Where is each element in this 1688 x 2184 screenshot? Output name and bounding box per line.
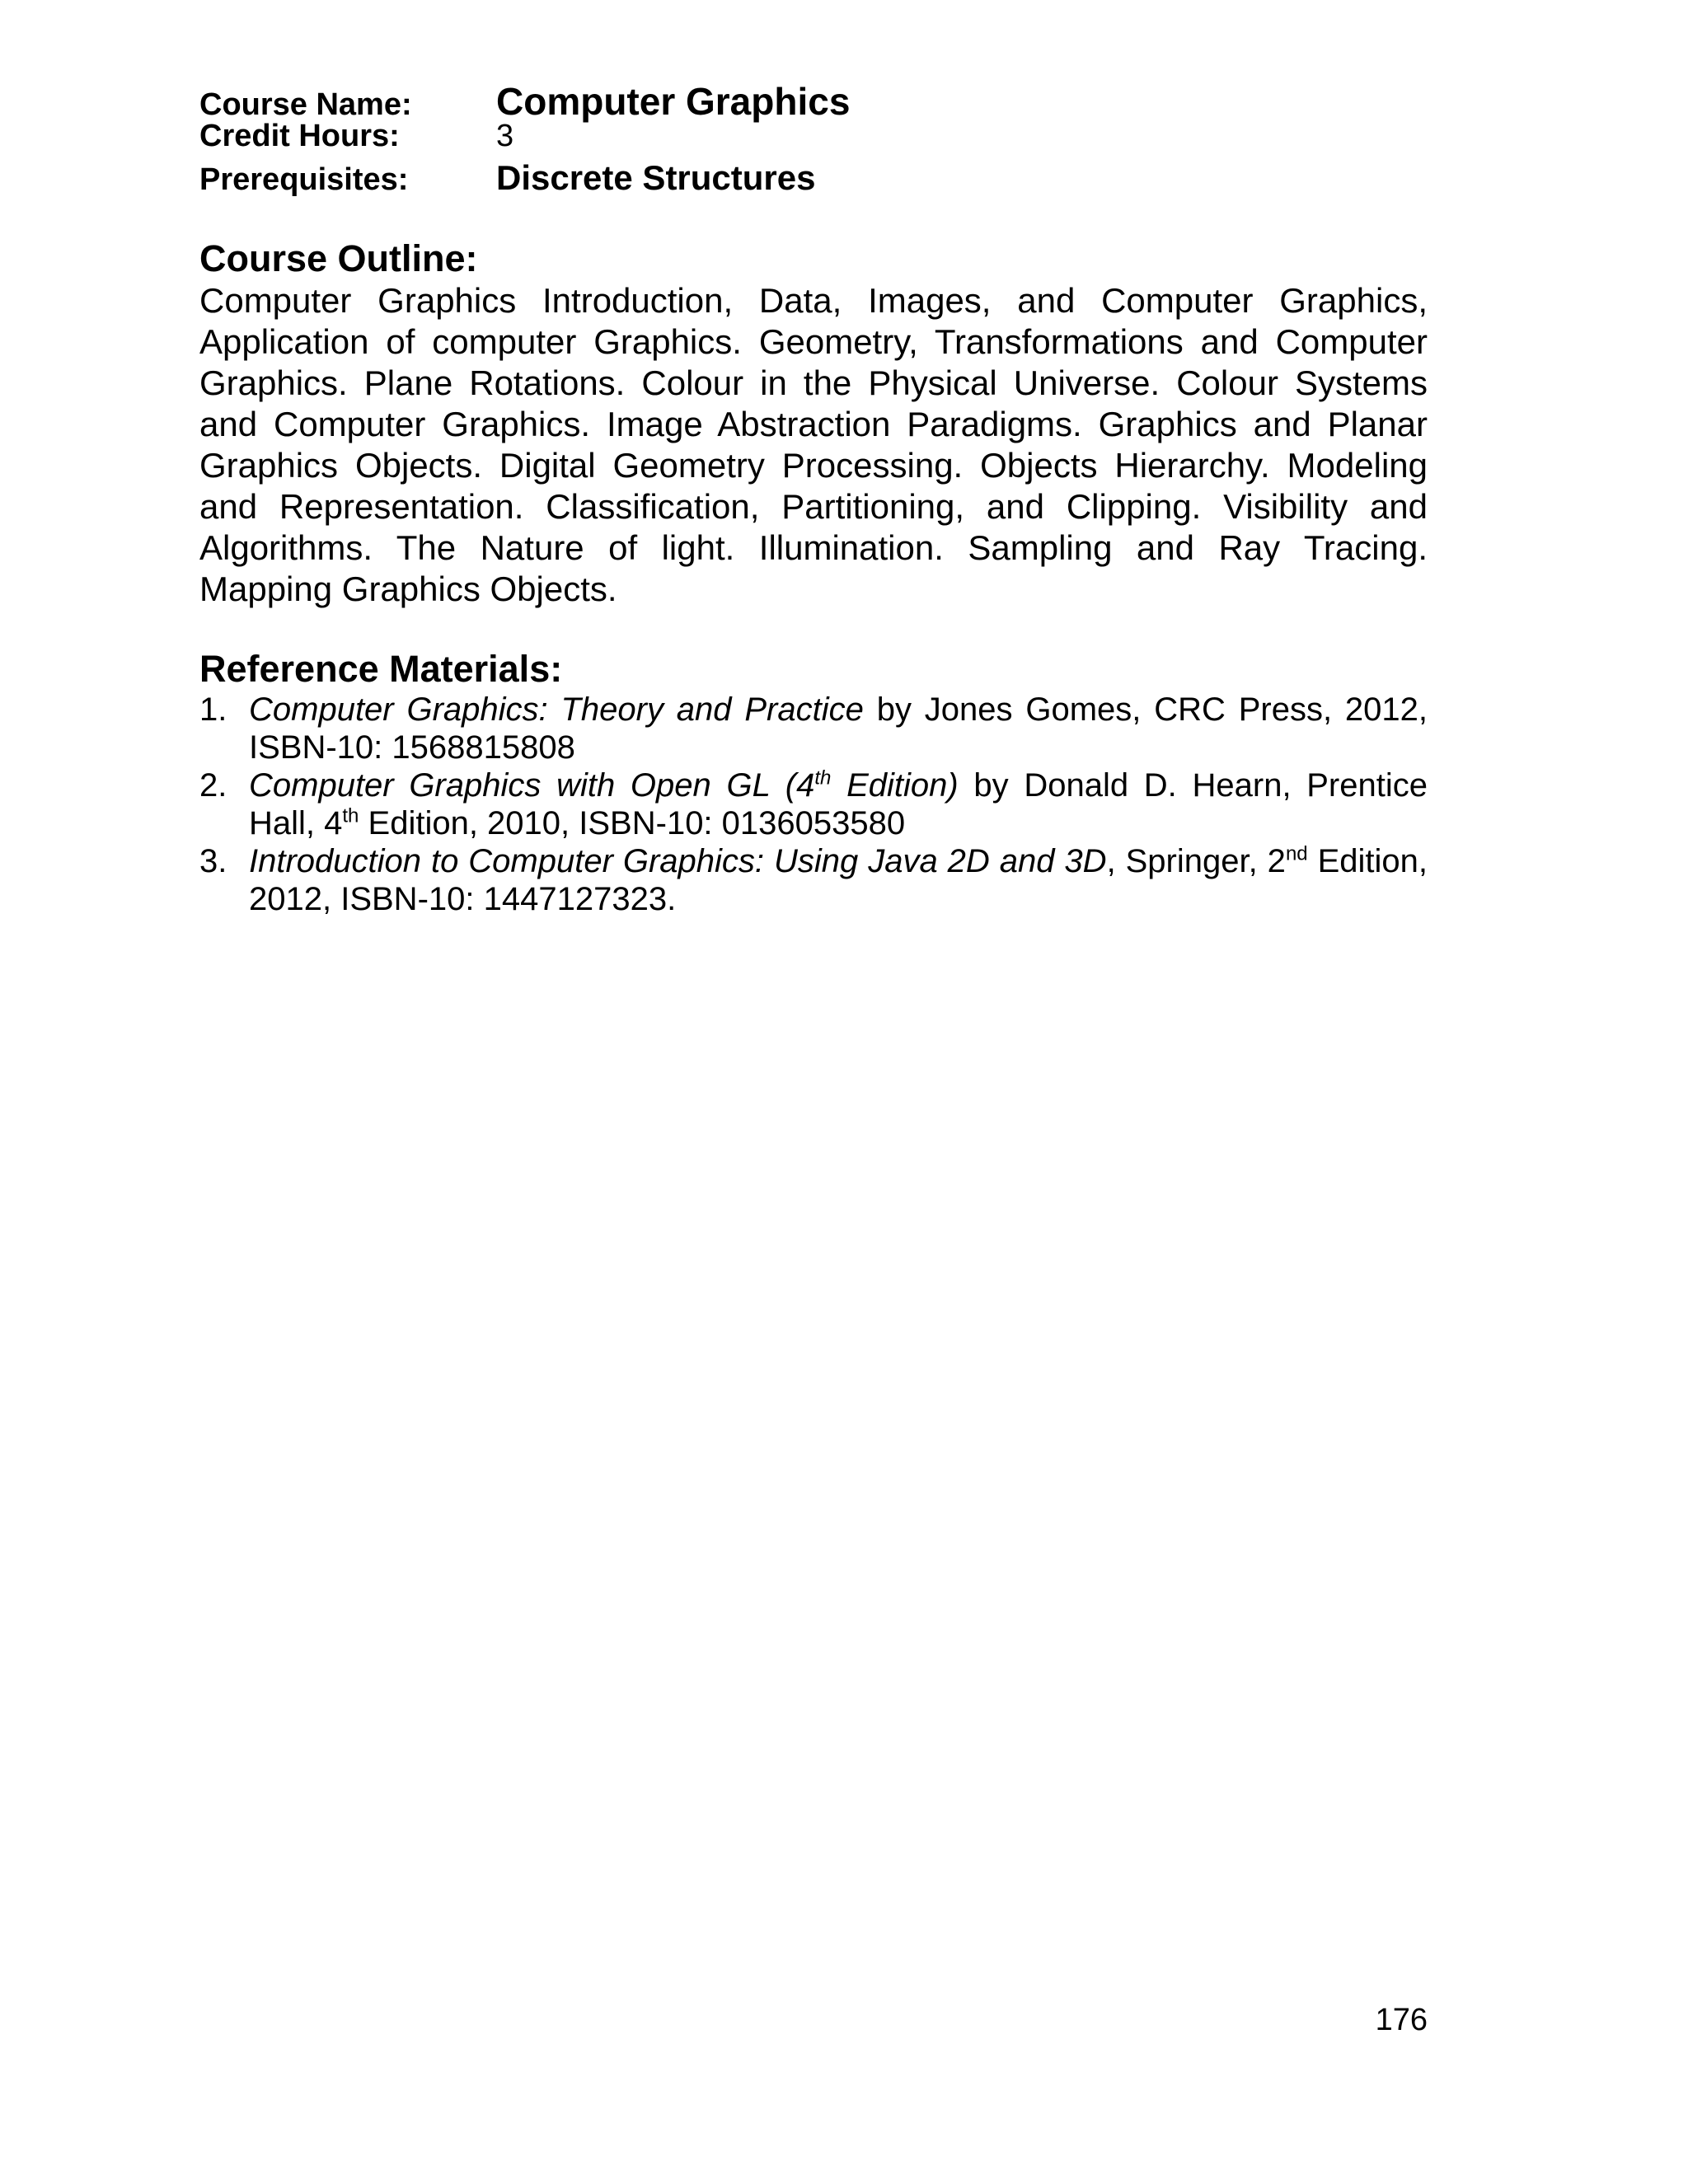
reference-item — [199, 842, 1428, 918]
prerequisites-row — [199, 158, 1428, 198]
reference-details-superscript: th — [342, 804, 359, 827]
reference-title-part: Edition) — [831, 767, 959, 804]
reference-details-superscript: nd — [1285, 842, 1308, 865]
course-name-label: Course Name: — [199, 87, 412, 122]
reference-list — [199, 691, 1428, 918]
reference-text — [249, 766, 1428, 842]
reference-text — [249, 842, 1428, 918]
reference-item — [199, 766, 1428, 842]
reference-text — [249, 691, 1428, 766]
reference-title: Computer Graphics: Theory and Practice — [249, 691, 864, 728]
reference-number: 1. — [199, 691, 227, 728]
reference-materials-heading: Reference Materials: — [199, 648, 563, 690]
credit-hours-label: Credit Hours: — [199, 119, 400, 153]
credit-hours-value: 3 — [496, 119, 514, 153]
reference-title: Introduction to Computer Graphics: Using Java 2D and 3D — [249, 843, 1107, 879]
course-outline-heading: Course Outline: — [199, 237, 478, 279]
course-outline-text: Computer Graphics Introduction, Data, Images, and Computer Graphics, Application of computer Graphics. Geometry, Transformations and Computer Graphics. Plane Rotations. Colour in the Physical Universe. Colour Systems and Computer Graphics. Image Abstraction Paradigms. Graphics and Planar Graphics Objects. Digital Geometry Processing. Objects Hierarchy. Modeling and Representation. Classification, Partitioning, and Clipping. Visibility and Algorithms. The Nature of light. Illumination. Sampling and Ray Tracing. Mapping Graphics Objects. — [199, 281, 1428, 608]
reference-details: by Donald D. Hearn, Prentice Hall, 4 — [249, 767, 1428, 841]
reference-number: 3. — [199, 843, 227, 879]
prerequisites-value: Discrete Structures — [496, 158, 816, 197]
course-name-row — [199, 79, 1428, 123]
reference-title-part: Computer Graphics with Open GL (4 — [249, 767, 815, 804]
reference-details: by Jones Gomes, CRC Press, 2012, ISBN-10: 1568815808 — [249, 691, 1428, 766]
reference-details: , Springer, 2 — [1106, 843, 1286, 879]
reference-number: 2. — [199, 767, 227, 804]
reference-details: Edition, 2010, ISBN-10: 0136053580 — [359, 805, 906, 841]
reference-item — [199, 691, 1428, 766]
reference-title — [249, 767, 959, 804]
page-number: 176 — [1375, 2003, 1428, 2037]
course-name-value: Computer Graphics — [496, 80, 851, 123]
reference-details: Edition, 2012, ISBN-10: 1447127323. — [249, 843, 1428, 917]
prerequisites-label: Prerequisites: — [199, 162, 409, 197]
credit-hours-row — [199, 119, 1428, 158]
reference-title-superscript: th — [814, 766, 832, 790]
document-page — [199, 79, 1428, 918]
